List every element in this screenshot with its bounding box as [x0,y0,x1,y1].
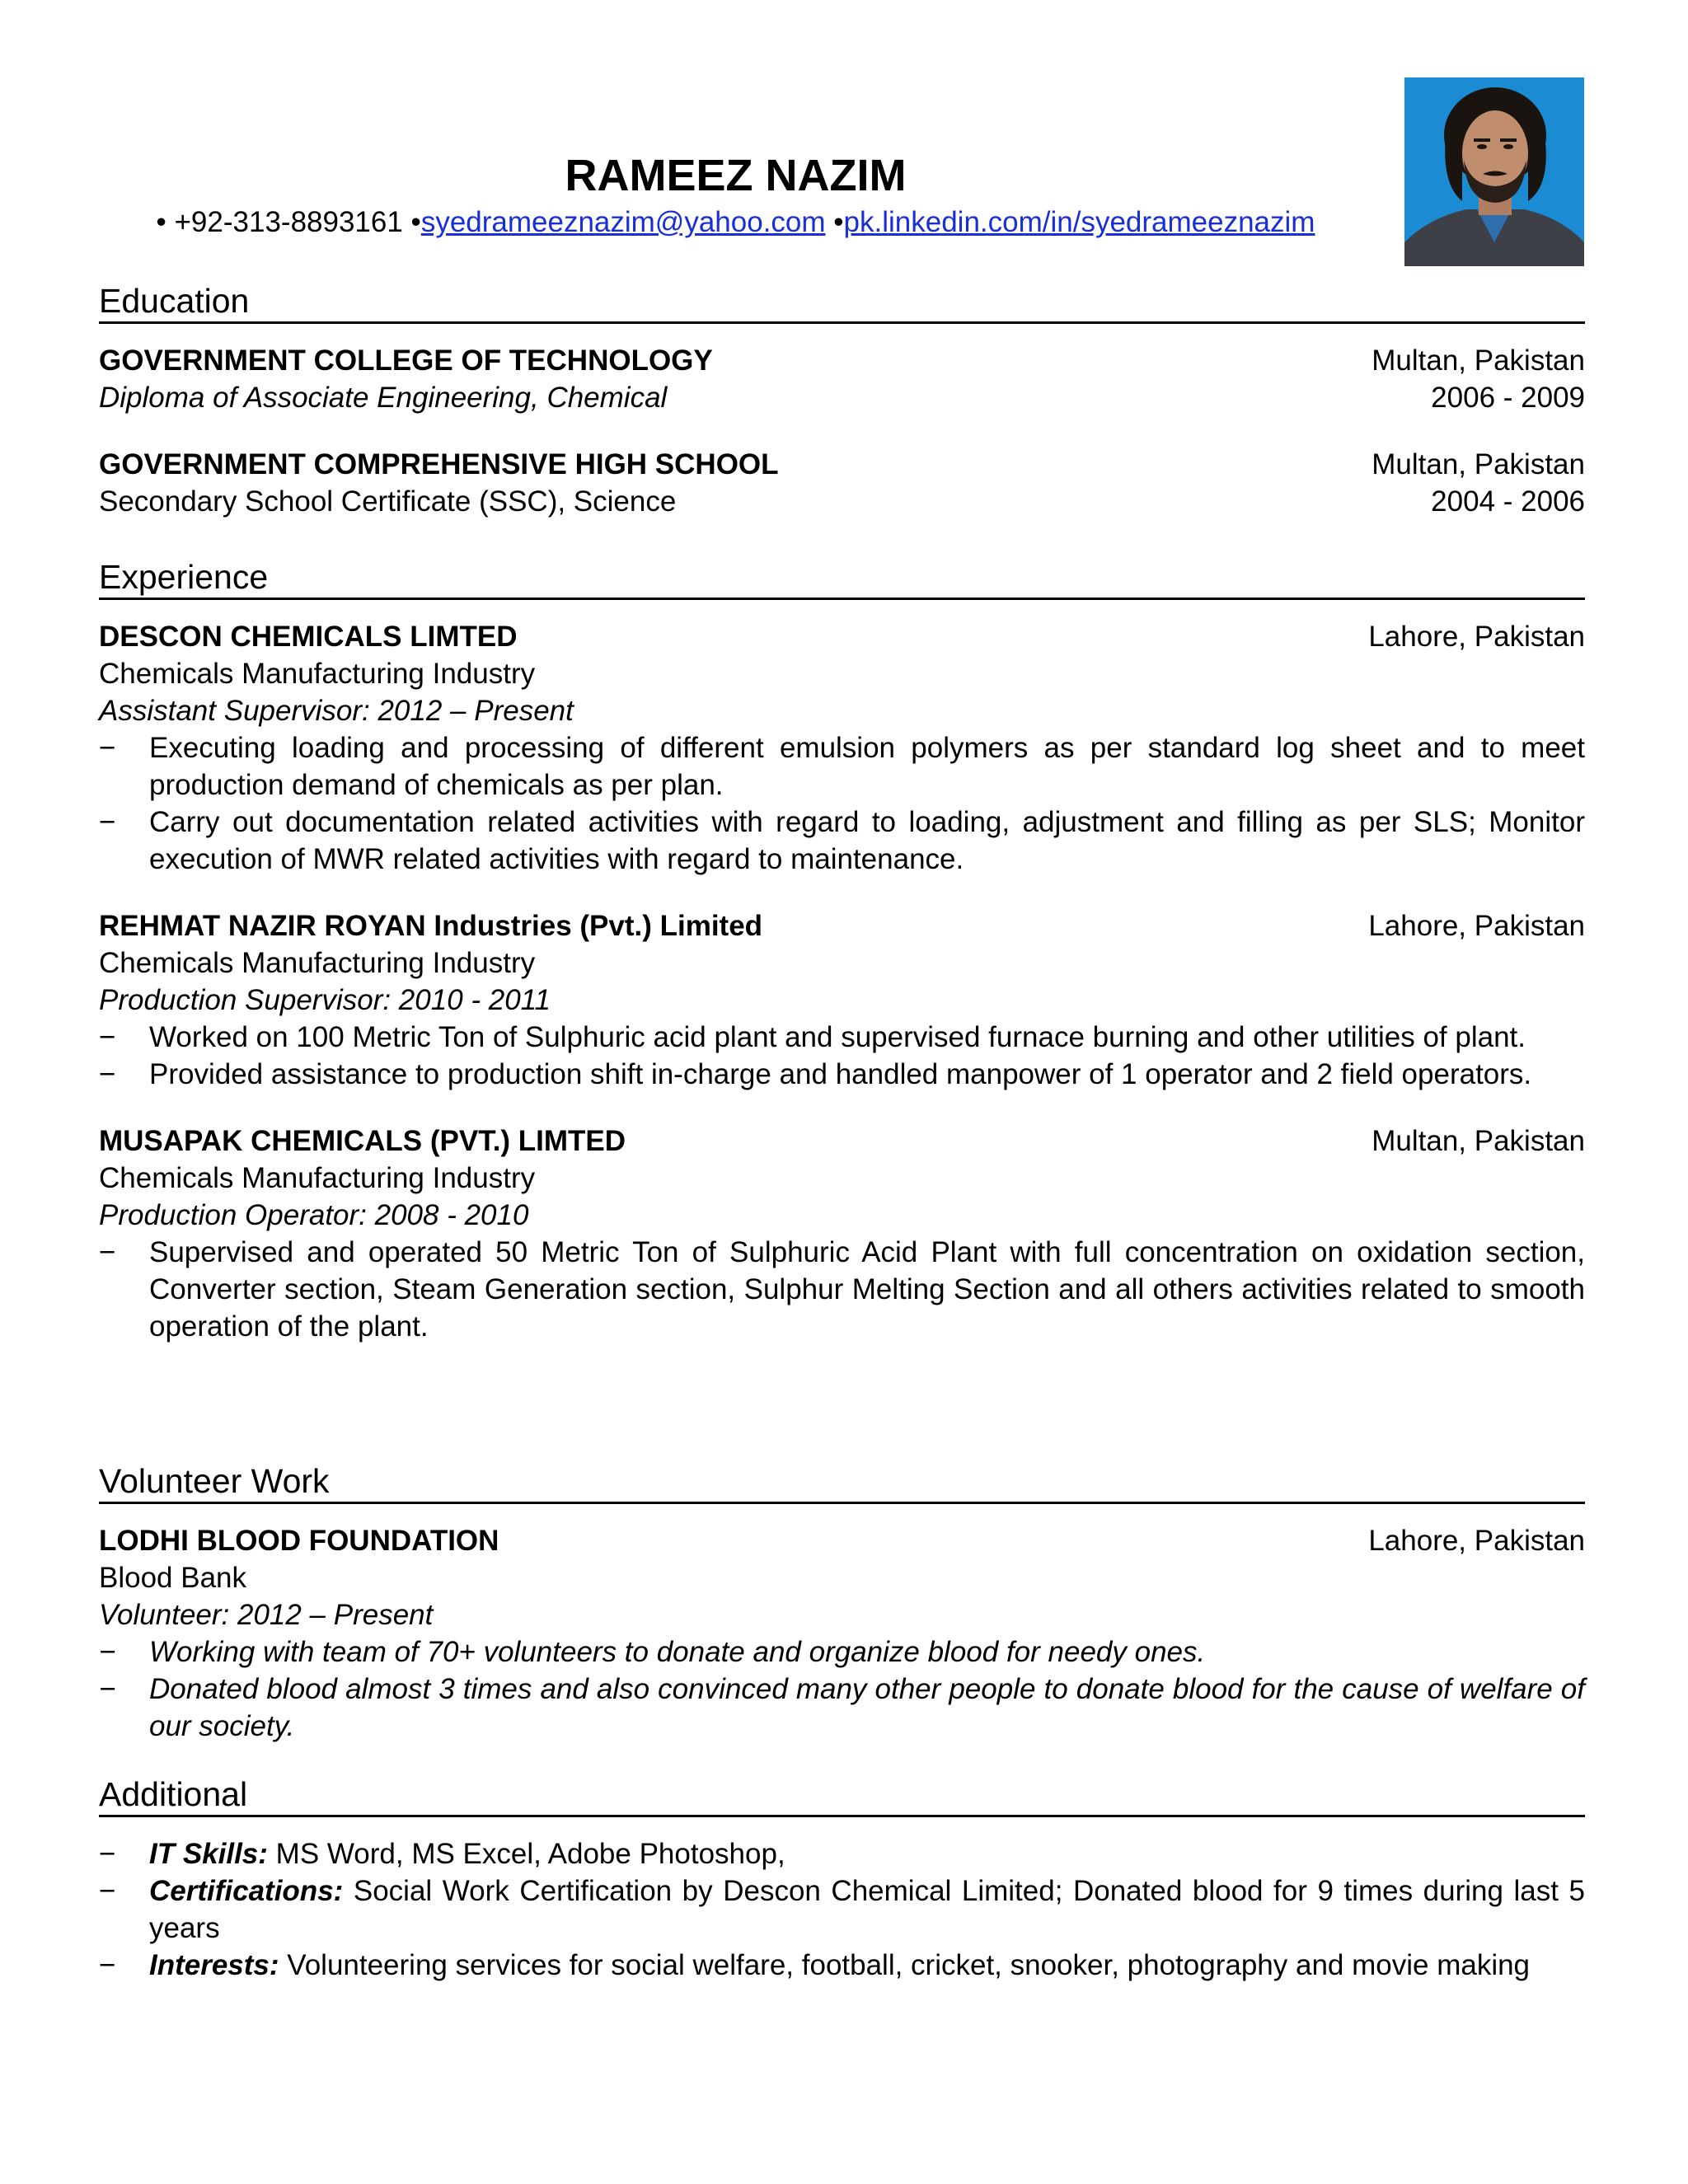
contact-line [99,203,1372,242]
volunteer-role: Volunteer: 2012 – Present [99,1599,434,1631]
company-name: REHMAT NAZIR ROYAN Industries (Pvt.) Limited [99,910,763,942]
dash-bullet: − [99,1673,116,1705]
dash-bullet: − [99,806,116,838]
additional-section [99,1774,1585,1984]
education-section [99,280,1585,520]
school-location: Multan, Pakistan [1372,448,1585,480]
company-name: DESCON CHEMICALS LIMTED [99,621,518,653]
bullet-text: Working with team of 70+ volunteers to donate and organize blood for needy ones. [149,1636,1206,1668]
list-item [99,1671,1585,1745]
profile-photo-image [1404,77,1584,266]
experience-entry [99,1122,1585,1345]
degree: Diploma of Associate Engineering, Chemical [99,382,668,414]
experience-entry [99,618,1585,878]
volunteer-entry [99,1522,1585,1745]
list-item [99,1633,1585,1671]
experience-title: Experience [99,556,1585,600]
resume-page [99,0,1585,2184]
additional-title: Additional [99,1774,1585,1817]
company-location: Lahore, Pakistan [1368,621,1585,653]
school-name: GOVERNMENT COMPREHENSIVE HIGH SCHOOL [99,448,779,480]
bullet-text: Provided assistance to production shift in-charge and handled manpower of 1 operator and 2 field operators. [149,1058,1532,1090]
dash-bullet: − [99,1949,116,1981]
bullet-text: Executing loading and processing of different emulsion polymers as per standard log sheet and to meet production demand of chemicals as per plan. [149,732,1585,801]
item-text: Volunteering services for social welfare, football, cricket, snooker, photography and movie making [279,1949,1531,1981]
list-item [99,729,1585,804]
volunteer-title: Volunteer Work [99,1460,1585,1504]
list-item [99,1056,1585,1093]
job-role: Assistant Supervisor: 2012 – Present [99,695,574,727]
industry: Chemicals Manufacturing Industry [99,658,536,690]
experience-section [99,556,1585,1345]
job-role: Production Operator: 2008 - 2010 [99,1199,529,1231]
candidate-name: RAMEEZ NAZIM [565,151,907,200]
org-type: Blood Bank [99,1562,247,1594]
school-name: GOVERNMENT COLLEGE OF TECHNOLOGY [99,344,713,377]
item-label: IT Skills: [149,1838,268,1870]
dates: 2006 - 2009 [1431,382,1585,414]
item-text: Social Work Certification by Descon Chemical Limited; Donated blood for 9 times during last 5 years [149,1875,1585,1944]
profile-photo [1404,77,1584,266]
dash-bullet: − [99,1058,116,1090]
list-item [99,1872,1585,1947]
bullet-text: Worked on 100 Metric Ton of Sulphuric acid plant and supervised furnace burning and other utilities of plant. [149,1021,1526,1053]
item-label: Certifications: [149,1875,344,1907]
contact-separator: • [825,206,844,238]
list-item [99,1019,1585,1056]
bullet-text: Donated blood almost 3 times and also convinced many other people to donate blood for the cause of welfare of our society. [149,1673,1585,1742]
list-item [99,1947,1585,1984]
dash-bullet: − [99,1636,116,1668]
dash-bullet: − [99,732,116,764]
org-name: LODHI BLOOD FOUNDATION [99,1525,499,1557]
linkedin-link[interactable]: pk.linkedin.com/in/syedrameeznazim [843,206,1315,238]
company-location: Lahore, Pakistan [1368,910,1585,942]
list-item [99,804,1585,878]
item-text: MS Word, MS Excel, Adobe Photoshop, [267,1838,785,1870]
dates: 2004 - 2006 [1431,485,1585,518]
dash-bullet: − [99,1838,116,1870]
list-item [99,1234,1585,1345]
industry: Chemicals Manufacturing Industry [99,947,536,979]
dash-bullet: − [99,1875,116,1907]
education-entry [99,446,1585,520]
education-title: Education [99,280,1585,324]
degree: Secondary School Certificate (SSC), Science [99,485,677,518]
org-location: Lahore, Pakistan [1368,1525,1585,1557]
dash-bullet: − [99,1236,116,1268]
company-location: Multan, Pakistan [1372,1125,1585,1157]
company-name: MUSAPAK CHEMICALS (PVT.) LIMTED [99,1125,626,1157]
list-item [99,1835,1585,1872]
bullet-text: Carry out documentation related activities with regard to loading, adjustment and filling as per SLS; Monitor execution of MWR related activities with regard to maintenance. [149,806,1585,875]
industry: Chemicals Manufacturing Industry [99,1162,536,1194]
school-location: Multan, Pakistan [1372,344,1585,377]
item-label: Interests: [149,1949,279,1981]
job-role: Production Supervisor: 2010 - 2011 [99,984,551,1016]
education-entry [99,342,1585,416]
dash-bullet: − [99,1021,116,1053]
volunteer-section [99,1460,1585,1745]
experience-entry [99,907,1585,1093]
phone-number: • +92-313-8893161 • [156,206,421,238]
bullet-text: Supervised and operated 50 Metric Ton of Sulphuric Acid Plant with full concentration on oxidation section, Converter section, Steam Generation section, Sulphur Melting Section and all others activities related to smooth operation of the plant. [149,1236,1585,1343]
email-link[interactable]: syedrameeznazim@yahoo.com [420,206,826,238]
